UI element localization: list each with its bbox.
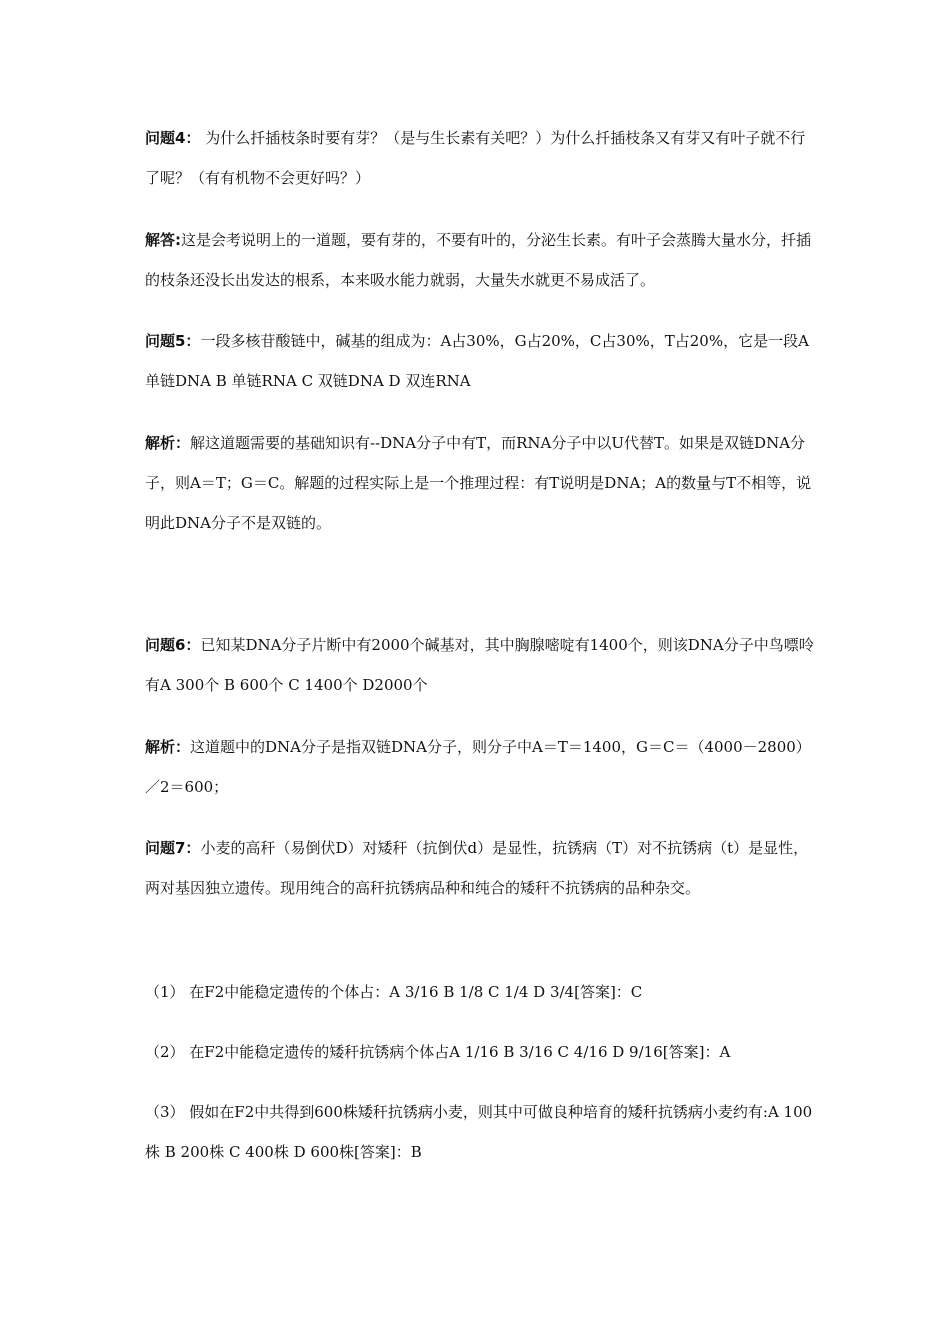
question-7-text: 小麦的高秆（易倒伏D）对矮秆（抗倒伏d）是显性，抗锈病（T）对不抗锈病（t）是显性，两对基因独立遗传。现用纯合的高秆抗锈病品种和纯合的矮秆不抗锈病的品种杂交。 bbox=[145, 839, 809, 897]
question-4 bbox=[145, 118, 815, 198]
sub-question-3: （3） 假如在F2中共得到600株矮秆抗锈病小麦，则其中可做良种培育的矮秆抗锈病小麦约有:A 100株 B 200株 C 400株 D 600株[答案]：B bbox=[145, 1103, 813, 1161]
answer-4-text: 这是会考说明上的一道题，要有芽的，不要有叶的，分泌生长素。有叶子会蒸腾大量水分，扦插的枝条还没长出发达的根系，本来吸水能力就弱，大量失水就更不易成活了。 bbox=[145, 231, 812, 289]
question-4-text: 为什么扦插枝条时要有芽？（是与生长素有关吧？）为什么扦插枝条又有芽又有叶子就不行了呢？（有有机物不会更好吗？） bbox=[145, 129, 806, 187]
question-6-label: 问题6： bbox=[145, 636, 201, 654]
analysis-6 bbox=[145, 727, 815, 807]
question-7 bbox=[145, 828, 815, 908]
question-6-text: 已知某DNA分子片断中有2000个碱基对，其中胸腺嘧啶有1400个，则该DNA分子中鸟嘌呤有A 300个 B 600个 C 1400个 D2000个 bbox=[145, 636, 814, 694]
question-5-label: 问题5： bbox=[145, 332, 201, 350]
analysis-6-label: 解析： bbox=[145, 738, 191, 756]
question-6 bbox=[145, 625, 815, 705]
question-5-text: 一段多核苷酸链中，碱基的组成为：A占30%，G占20%，C占30%，T占20%，它是一段A 单链DNA B 单链RNA C 双链DNA D 双连RNA bbox=[145, 332, 809, 390]
question-5 bbox=[145, 321, 815, 401]
sub-question-2: （2） 在F2中能稳定遗传的矮秆抗锈病个体占A 1/16 B 3/16 C 4/16 D 9/16[答案]：A bbox=[145, 1043, 731, 1061]
question-7-label: 问题7： bbox=[145, 839, 201, 857]
sub-question-1: （1） 在F2中能稳定遗传的个体占：A 3/16 B 1/8 C 1/4 D 3/4[答案]：C bbox=[145, 983, 643, 1001]
analysis-5 bbox=[145, 423, 815, 543]
analysis-5-text: 解这道题需要的基础知识有--DNA分子中有T，而RNA分子中以U代替T。如果是双链DNA分子，则A＝T；G＝C。解题的过程实际上是一个推理过程：有T说明是DNA；A的数量与T不相等，说明此DNA分子不是双链的。 bbox=[145, 434, 812, 532]
answer-4 bbox=[145, 220, 815, 300]
answer-4-label: 解答: bbox=[145, 231, 181, 249]
analysis-5-label: 解析： bbox=[145, 434, 191, 452]
analysis-6-text: 这道题中的DNA分子是指双链DNA分子，则分子中A＝T＝1400，G＝C＝（4000－2800）／2＝600； bbox=[145, 738, 811, 796]
question-4-label: 问题4： bbox=[145, 129, 201, 147]
